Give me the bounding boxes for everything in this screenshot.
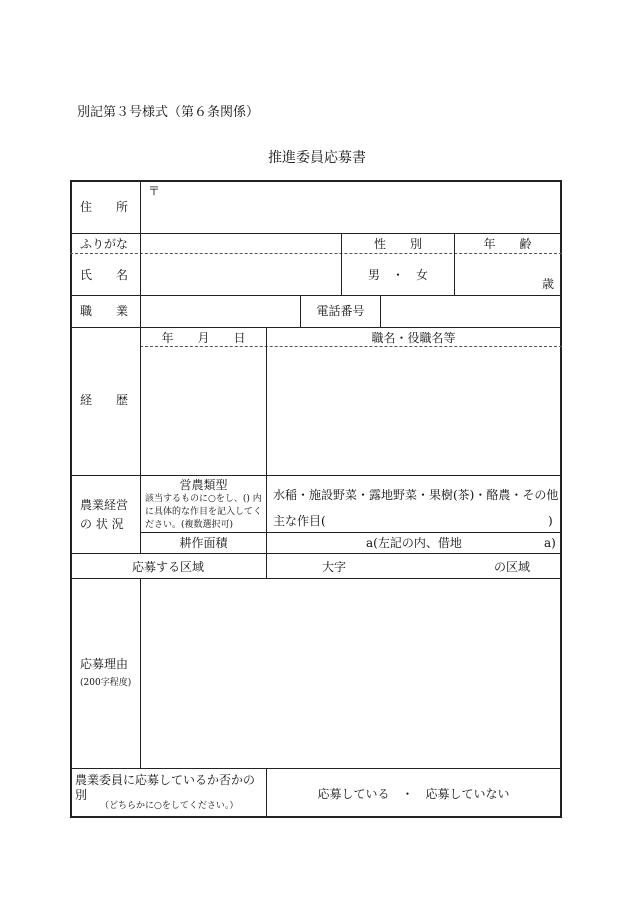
row-line [70,768,562,769]
age-field[interactable] [456,255,536,294]
furigana-label: ふりがな [80,237,129,251]
leased-area-unit: a) [544,536,556,550]
row-line [70,295,562,296]
gender-header: 性 別 [373,237,422,251]
age-unit: 歳 [542,277,555,291]
main-crop-label: 主な作目( [273,514,326,528]
main-crop-close: ) [548,514,553,528]
farm-status-label-line2: の 状 況 [80,517,124,531]
phone-label: 電話番号 [316,304,365,318]
cultivated-area-unit: a(左記の内、借地 [366,536,462,550]
form-number: 別記第３号様式（第６条関係） [77,105,260,120]
label-column-line [140,180,141,553]
farm-type-options[interactable]: 水稲・施設野菜・露地野菜・果樹(茶)・酪農・その他 [273,488,559,502]
committee-note: （どちらかに○をしてください。） [100,801,239,811]
occupation-label: 職 業 [80,304,129,318]
career-date-field[interactable] [142,348,264,473]
application-form [70,180,562,818]
phone-label-right-line [380,295,381,327]
cultivated-area-label: 耕作面積 [179,536,228,550]
border-top [70,180,562,182]
row-line [140,532,562,533]
gender-options[interactable]: 男 ・ 女 [367,268,428,282]
row-line [70,578,562,579]
furigana-dashed-line [70,253,562,254]
furigana-field[interactable] [142,234,340,252]
career-label: 経 歴 [80,393,129,407]
reason-note: (200字程度) [80,678,132,688]
border-bottom [70,816,562,818]
age-header: 年 齢 [483,237,532,251]
label-column-line [140,578,141,768]
row-line [70,553,562,554]
career-position-field[interactable] [268,348,558,473]
region-field[interactable] [350,556,490,576]
cultivated-area-field[interactable] [270,534,362,552]
region-label: 応募する区域 [131,560,204,574]
farm-type-note: 該当するものに○をし、() 内に具体的な作目を記入してください。(複数選択可) [145,494,263,530]
career-date-column-line [266,327,267,553]
row-line [70,475,562,476]
postal-mark: 〒 [148,184,161,198]
region-column-line [266,553,267,578]
address-field[interactable] [160,184,555,230]
page-title: 推進委員応募書 [268,150,366,166]
career-position-header: 職名・役職名等 [371,331,456,345]
farm-type-label: 営農類型 [179,478,228,492]
row-line [70,327,562,328]
name-field[interactable] [142,255,340,294]
leased-area-field[interactable] [465,534,541,552]
committee-answer-options[interactable]: 応募している ・ 応募していない [317,787,510,801]
reason-label: 応募理由 [80,657,129,671]
border-left [70,180,72,818]
address-label: 住 所 [80,200,129,214]
border-right [560,180,562,818]
region-oaza-label: 大字 [322,560,347,574]
reason-field[interactable] [143,581,558,765]
region-suffix: の区域 [494,560,531,574]
farm-status-label-line1: 農業経営 [80,498,129,512]
name-label: 氏 名 [80,268,129,282]
main-crop-field[interactable] [332,512,542,530]
phone-field[interactable] [382,297,558,326]
committee-question: 農業委員に応募しているか否かの別 [75,773,256,802]
career-date-header: 年 月 日 [161,331,246,345]
occupation-field[interactable] [142,297,298,326]
career-header-dashed-line [140,346,562,347]
